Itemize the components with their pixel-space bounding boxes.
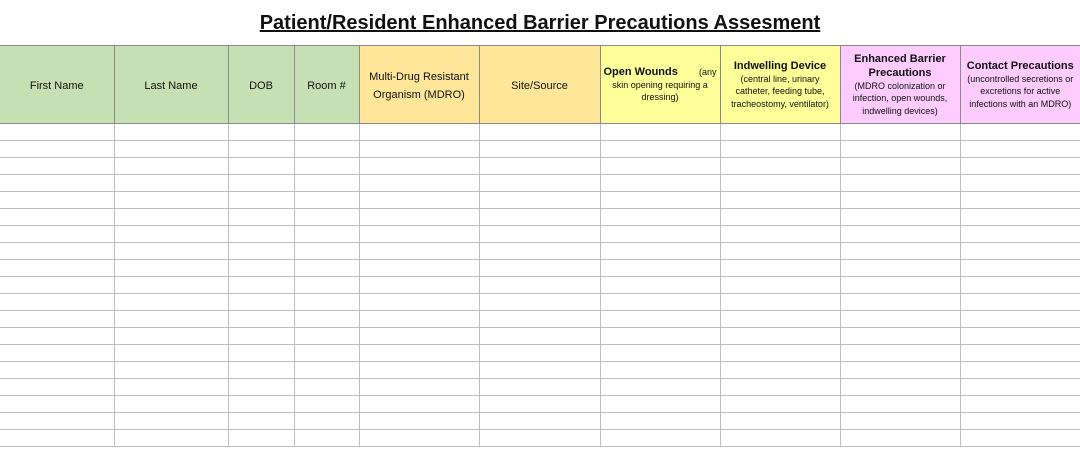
table-cell[interactable] (720, 413, 840, 430)
table-cell[interactable] (720, 311, 840, 328)
table-cell[interactable] (228, 175, 294, 192)
table-cell[interactable] (0, 362, 114, 379)
table-cell[interactable] (479, 260, 600, 277)
table-cell[interactable] (294, 260, 359, 277)
table-cell[interactable] (840, 175, 960, 192)
table-cell[interactable] (479, 158, 600, 175)
table-cell[interactable] (840, 260, 960, 277)
table-row (0, 430, 1080, 447)
table-cell[interactable] (960, 311, 1080, 328)
open-wounds-note-rest: skin opening requiring a dressing) (612, 79, 708, 102)
table-cell[interactable] (359, 226, 479, 243)
table-cell[interactable] (720, 430, 840, 447)
table-cell[interactable] (114, 311, 228, 328)
table-cell[interactable] (840, 141, 960, 158)
table-cell[interactable] (720, 158, 840, 175)
header-mdro-label: Multi-Drug Resistant Organism (MDRO) (369, 70, 469, 101)
table-cell[interactable] (479, 294, 600, 311)
table-cell[interactable] (600, 277, 720, 294)
table-cell[interactable] (0, 124, 114, 141)
table-cell[interactable] (359, 328, 479, 345)
table-cell[interactable] (294, 396, 359, 413)
table-cell[interactable] (294, 141, 359, 158)
table-cell[interactable] (359, 124, 479, 141)
table-cell[interactable] (720, 209, 840, 226)
table-cell[interactable] (840, 243, 960, 260)
table-cell[interactable] (479, 192, 600, 209)
table-row (0, 141, 1080, 158)
table-cell[interactable] (228, 277, 294, 294)
enhanced-barrier-label: Enhanced Barrier Precautions (854, 52, 946, 79)
table-cell[interactable] (294, 243, 359, 260)
table-cell[interactable] (840, 158, 960, 175)
table-cell[interactable] (960, 124, 1080, 141)
table-cell[interactable] (720, 277, 840, 294)
table-cell[interactable] (114, 430, 228, 447)
table-cell[interactable] (960, 379, 1080, 396)
table-cell[interactable] (0, 294, 114, 311)
table-row (0, 226, 1080, 243)
table-cell[interactable] (960, 277, 1080, 294)
table-cell[interactable] (228, 430, 294, 447)
table-cell[interactable] (359, 379, 479, 396)
contact-precautions-note: (uncontrolled secretions or excretions for active infections with an MDRO) (967, 73, 1074, 109)
table-cell[interactable] (228, 260, 294, 277)
table-row (0, 379, 1080, 396)
table-cell[interactable] (114, 260, 228, 277)
table-cell[interactable] (0, 379, 114, 396)
table-cell[interactable] (294, 192, 359, 209)
table-cell[interactable] (720, 294, 840, 311)
table-cell[interactable] (359, 260, 479, 277)
table-cell[interactable] (0, 311, 114, 328)
table-cell[interactable] (294, 328, 359, 345)
table-cell[interactable] (720, 226, 840, 243)
table-cell[interactable] (960, 396, 1080, 413)
table-cell[interactable] (600, 379, 720, 396)
table-row (0, 243, 1080, 260)
table-cell[interactable] (0, 430, 114, 447)
table-cell[interactable] (228, 158, 294, 175)
table-cell[interactable] (479, 277, 600, 294)
table-cell[interactable] (600, 294, 720, 311)
table-cell[interactable] (960, 158, 1080, 175)
table-cell[interactable] (294, 158, 359, 175)
table-cell[interactable] (720, 362, 840, 379)
table-cell[interactable] (600, 430, 720, 447)
header-row (0, 46, 1080, 124)
table-cell[interactable] (479, 413, 600, 430)
header-dob[interactable] (228, 46, 294, 124)
table-cell[interactable] (840, 192, 960, 209)
table-cell[interactable] (600, 192, 720, 209)
table-cell[interactable] (114, 396, 228, 413)
table-cell[interactable] (228, 345, 294, 362)
header-room[interactable] (294, 46, 359, 124)
table-cell[interactable] (228, 226, 294, 243)
table-row (0, 277, 1080, 294)
table-cell[interactable] (294, 311, 359, 328)
table-cell[interactable] (960, 192, 1080, 209)
table-cell[interactable] (479, 345, 600, 362)
table-cell[interactable] (294, 294, 359, 311)
table-cell[interactable] (840, 294, 960, 311)
table-row (0, 260, 1080, 277)
table-cell[interactable] (960, 362, 1080, 379)
table-cell[interactable] (0, 260, 114, 277)
table-cell[interactable] (0, 192, 114, 209)
table-cell[interactable] (840, 209, 960, 226)
table-row (0, 209, 1080, 226)
table-cell[interactable] (114, 141, 228, 158)
table-cell[interactable] (720, 345, 840, 362)
table-cell[interactable] (359, 362, 479, 379)
table-cell[interactable] (114, 345, 228, 362)
table-cell[interactable] (359, 243, 479, 260)
header-first-name[interactable] (0, 46, 114, 124)
table-cell[interactable] (228, 311, 294, 328)
table-cell[interactable] (359, 345, 479, 362)
table-cell[interactable] (840, 226, 960, 243)
table-cell[interactable] (0, 226, 114, 243)
table-cell[interactable] (359, 277, 479, 294)
table-cell[interactable] (228, 328, 294, 345)
table-cell[interactable] (228, 413, 294, 430)
table-cell[interactable] (960, 260, 1080, 277)
table-row (0, 192, 1080, 209)
table-cell[interactable] (720, 260, 840, 277)
table-cell[interactable] (479, 243, 600, 260)
table-row (0, 396, 1080, 413)
table-cell[interactable] (0, 141, 114, 158)
table-cell[interactable] (960, 328, 1080, 345)
open-wounds-note-start: (any (698, 66, 717, 77)
header-room-label: Room # (307, 79, 346, 92)
table-cell[interactable] (479, 124, 600, 141)
table-cell[interactable] (600, 396, 720, 413)
table-cell[interactable] (720, 175, 840, 192)
table-cell[interactable] (114, 175, 228, 192)
table-cell[interactable] (294, 413, 359, 430)
table-cell[interactable] (228, 124, 294, 141)
table-cell[interactable] (114, 379, 228, 396)
table-row (0, 124, 1080, 141)
table-cell[interactable] (0, 175, 114, 192)
table-cell[interactable] (600, 158, 720, 175)
header-indwelling-device[interactable] (720, 46, 840, 124)
table-cell[interactable] (479, 328, 600, 345)
contact-precautions-label: Contact Precautions (966, 59, 1074, 72)
table-cell[interactable] (720, 243, 840, 260)
table-cell[interactable] (114, 226, 228, 243)
table-row (0, 311, 1080, 328)
table-cell[interactable] (114, 243, 228, 260)
table-cell[interactable] (0, 277, 114, 294)
indwelling-device-note: (central line, urinary catheter, feeding tube, tracheostomy, ventilator) (731, 73, 829, 109)
assessment-table (0, 45, 1080, 447)
table-cell[interactable] (228, 243, 294, 260)
table-cell[interactable] (960, 243, 1080, 260)
table-cell[interactable] (114, 294, 228, 311)
table-cell[interactable] (228, 294, 294, 311)
table-cell[interactable] (479, 141, 600, 158)
table-cell[interactable] (294, 430, 359, 447)
table-cell[interactable] (600, 362, 720, 379)
table-cell[interactable] (228, 141, 294, 158)
table-cell[interactable] (600, 345, 720, 362)
table-cell[interactable] (479, 226, 600, 243)
table-cell[interactable] (479, 396, 600, 413)
table-cell[interactable] (294, 345, 359, 362)
table-cell[interactable] (114, 192, 228, 209)
table-cell[interactable] (294, 209, 359, 226)
table-cell[interactable] (840, 379, 960, 396)
open-wounds-label: Open Wounds (603, 65, 678, 78)
table-cell[interactable] (359, 294, 479, 311)
table-cell[interactable] (359, 413, 479, 430)
table-cell[interactable] (359, 192, 479, 209)
table-cell[interactable] (840, 277, 960, 294)
table-cell[interactable] (600, 311, 720, 328)
table-cell[interactable] (359, 175, 479, 192)
table-cell[interactable] (840, 430, 960, 447)
header-first-name-label: First Name (29, 79, 84, 92)
table-cell[interactable] (720, 192, 840, 209)
table-row (0, 175, 1080, 192)
table-cell[interactable] (114, 277, 228, 294)
table-cell[interactable] (600, 124, 720, 141)
table-cell[interactable] (0, 413, 114, 430)
table-cell[interactable] (228, 396, 294, 413)
table-cell[interactable] (228, 379, 294, 396)
table-cell[interactable] (0, 345, 114, 362)
table-cell[interactable] (479, 175, 600, 192)
enhanced-barrier-note: (MDRO colonization or infection, open wounds, indwelling devices) (852, 80, 948, 116)
table-cell[interactable] (840, 328, 960, 345)
header-mdro[interactable] (359, 46, 479, 124)
table-cell[interactable] (600, 328, 720, 345)
indwelling-device-label: Indwelling Device (733, 59, 827, 72)
table-cell[interactable] (960, 226, 1080, 243)
table-cell[interactable] (0, 209, 114, 226)
table-cell[interactable] (228, 362, 294, 379)
table-row (0, 328, 1080, 345)
table-cell[interactable] (960, 294, 1080, 311)
table-cell[interactable] (840, 345, 960, 362)
table-cell[interactable] (720, 396, 840, 413)
table-cell[interactable] (294, 226, 359, 243)
table-row (0, 362, 1080, 379)
table-cell[interactable] (720, 141, 840, 158)
table-cell[interactable] (294, 379, 359, 396)
table-cell[interactable] (0, 396, 114, 413)
open-wounds-first-line (604, 66, 717, 79)
table-cell[interactable] (0, 158, 114, 175)
table-row (0, 345, 1080, 362)
table-row (0, 294, 1080, 311)
table-cell[interactable] (479, 209, 600, 226)
table-cell[interactable] (600, 141, 720, 158)
table-cell[interactable] (600, 260, 720, 277)
header-enhanced-barrier[interactable] (840, 46, 960, 124)
table-row (0, 158, 1080, 175)
page-title: Patient/Resident Enhanced Barrier Precautions Assesment (259, 12, 821, 34)
header-site-source-label: Site/Source (511, 79, 568, 92)
table-cell[interactable] (114, 209, 228, 226)
table-cell[interactable] (359, 158, 479, 175)
table-cell[interactable] (960, 430, 1080, 447)
header-open-wounds[interactable] (600, 46, 720, 124)
table-cell[interactable] (960, 141, 1080, 158)
header-site-source[interactable] (479, 46, 600, 124)
table-cell[interactable] (114, 362, 228, 379)
table-cell[interactable] (840, 413, 960, 430)
table-cell[interactable] (228, 209, 294, 226)
table-cell[interactable] (960, 345, 1080, 362)
table-cell[interactable] (479, 362, 600, 379)
table-cell[interactable] (0, 243, 114, 260)
table-cell[interactable] (114, 158, 228, 175)
header-dob-label: DOB (249, 79, 273, 92)
table-cell[interactable] (114, 328, 228, 345)
table-cell[interactable] (294, 175, 359, 192)
table-cell[interactable] (359, 209, 479, 226)
table-cell[interactable] (359, 430, 479, 447)
table-cell[interactable] (960, 209, 1080, 226)
table-cell[interactable] (359, 141, 479, 158)
table-cell[interactable] (479, 379, 600, 396)
table-cell[interactable] (228, 192, 294, 209)
table-cell[interactable] (294, 277, 359, 294)
table-cell[interactable] (294, 362, 359, 379)
table-cell[interactable] (114, 124, 228, 141)
table-cell[interactable] (359, 396, 479, 413)
table-row (0, 413, 1080, 430)
table-cell[interactable] (479, 311, 600, 328)
table-cell[interactable] (294, 124, 359, 141)
table-body (0, 124, 1080, 447)
table-cell[interactable] (960, 175, 1080, 192)
table-cell[interactable] (720, 124, 840, 141)
table-cell[interactable] (720, 379, 840, 396)
header-contact-precautions[interactable] (960, 46, 1080, 124)
table-cell[interactable] (840, 362, 960, 379)
table-cell[interactable] (479, 430, 600, 447)
table-cell[interactable] (720, 328, 840, 345)
table-cell[interactable] (114, 413, 228, 430)
table-cell[interactable] (600, 413, 720, 430)
table-cell[interactable] (600, 243, 720, 260)
title-area (0, 0, 1080, 45)
table-cell[interactable] (600, 175, 720, 192)
table-cell[interactable] (0, 328, 114, 345)
table-cell[interactable] (840, 124, 960, 141)
table-cell[interactable] (600, 226, 720, 243)
table-cell[interactable] (840, 311, 960, 328)
table-cell[interactable] (960, 413, 1080, 430)
table-cell[interactable] (840, 396, 960, 413)
header-last-name-label: Last Name (144, 79, 198, 92)
header-last-name[interactable] (114, 46, 228, 124)
table-cell[interactable] (600, 209, 720, 226)
table-cell[interactable] (359, 311, 479, 328)
